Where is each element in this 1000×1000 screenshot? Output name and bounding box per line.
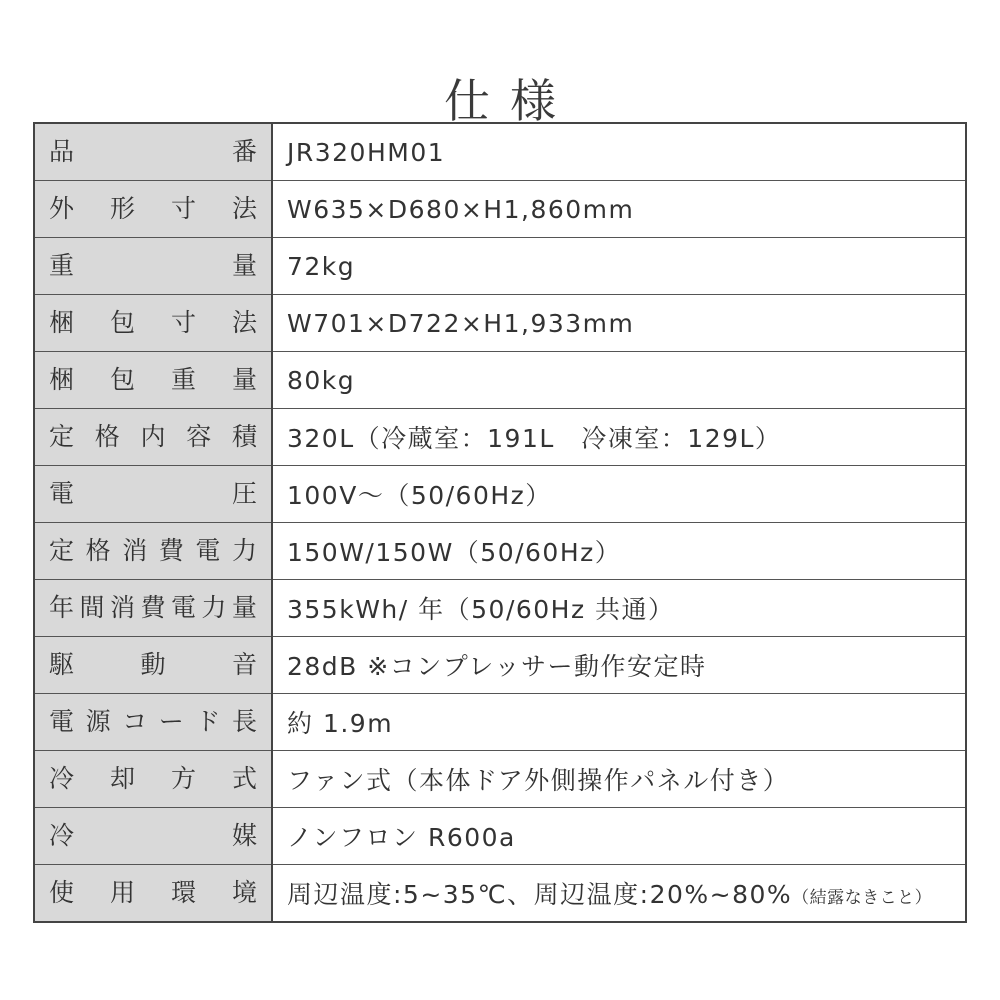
spec-row — [34, 523, 966, 580]
spec-value: 周辺温度:5~35℃、周辺温度:20%~80% — [287, 880, 793, 909]
spec-label: 梱 包 寸 法 — [49, 308, 257, 337]
spec-label-cell — [34, 637, 272, 694]
spec-row — [34, 865, 966, 923]
spec-label-cell — [34, 808, 272, 865]
spec-row — [34, 123, 966, 181]
spec-label: 冷 却 方 式 — [49, 764, 257, 793]
spec-value-cell — [272, 751, 966, 808]
spec-table-body — [34, 123, 966, 922]
spec-value: 150W/150W（50/60Hz） — [287, 538, 622, 567]
spec-label: 定 格 内 容 積 — [49, 422, 257, 451]
spec-value: 約 1.9m — [287, 709, 394, 738]
spec-value-cell — [272, 352, 966, 409]
spec-label-cell — [34, 409, 272, 466]
spec-label-cell — [34, 352, 272, 409]
spec-value-cell — [272, 637, 966, 694]
spec-value-cell — [272, 409, 966, 466]
spec-row — [34, 352, 966, 409]
spec-value-cell — [272, 865, 966, 923]
spec-table — [33, 122, 967, 923]
spec-label: 品 番 — [49, 137, 257, 166]
spec-value-cell — [272, 181, 966, 238]
spec-value-cell — [272, 123, 966, 181]
spec-value-cell — [272, 694, 966, 751]
spec-row — [34, 466, 966, 523]
spec-value: 72kg — [287, 251, 356, 281]
spec-label: 定 格 消 費 電 力 — [49, 536, 257, 565]
spec-label-cell — [34, 238, 272, 295]
spec-value-cell — [272, 580, 966, 637]
spec-value-cell — [272, 295, 966, 352]
spec-value: W635×D680×H1,860mm — [287, 194, 635, 224]
spec-value-cell — [272, 466, 966, 523]
spec-label: 駆 動 音 — [49, 650, 257, 679]
spec-value: 320L（冷蔵室：191L 冷凍室：129L） — [287, 424, 782, 453]
spec-label-cell — [34, 751, 272, 808]
spec-row — [34, 181, 966, 238]
spec-label: 電 圧 — [49, 479, 257, 508]
spec-value-cell — [272, 523, 966, 580]
spec-label-cell — [34, 295, 272, 352]
spec-label-cell — [34, 523, 272, 580]
spec-label: 電 源 コ ー ド 長 — [49, 707, 257, 736]
spec-row — [34, 238, 966, 295]
spec-label-cell — [34, 181, 272, 238]
spec-value: 355kWh/ 年（50/60Hz 共通） — [287, 595, 675, 624]
spec-row — [34, 808, 966, 865]
spec-value: 80kg — [287, 365, 356, 395]
spec-row — [34, 751, 966, 808]
spec-label: 年 間 消 費 電 力 量 — [49, 593, 257, 622]
spec-label-cell — [34, 123, 272, 181]
spec-row — [34, 409, 966, 466]
spec-value: W701×D722×H1,933mm — [287, 308, 635, 338]
spec-value: ノンフロン R600a — [287, 823, 516, 852]
spec-value: 100V〜（50/60Hz） — [287, 481, 552, 510]
spec-label: 冷 媒 — [49, 821, 257, 850]
spec-row — [34, 637, 966, 694]
spec-label: 使 用 環 境 — [49, 878, 257, 907]
spec-value-cell — [272, 238, 966, 295]
spec-label-cell — [34, 580, 272, 637]
page-title: 仕様 — [444, 73, 576, 128]
spec-row — [34, 694, 966, 751]
spec-label-cell — [34, 865, 272, 923]
spec-row — [34, 295, 966, 352]
spec-label-cell — [34, 694, 272, 751]
spec-label: 梱 包 重 量 — [49, 365, 257, 394]
spec-row — [34, 580, 966, 637]
spec-label: 外 形 寸 法 — [49, 194, 257, 223]
spec-value-cell — [272, 808, 966, 865]
spec-value-note: （結露なきこと） — [792, 888, 933, 908]
spec-label: 重 量 — [49, 251, 257, 280]
spec-value: 28dB ※コンプレッサー動作安定時 — [287, 652, 707, 681]
spec-label-cell — [34, 466, 272, 523]
spec-value: ファン式（本体ドア外側操作パネル付き） — [287, 766, 790, 795]
spec-value: JR320HM01 — [287, 137, 446, 167]
